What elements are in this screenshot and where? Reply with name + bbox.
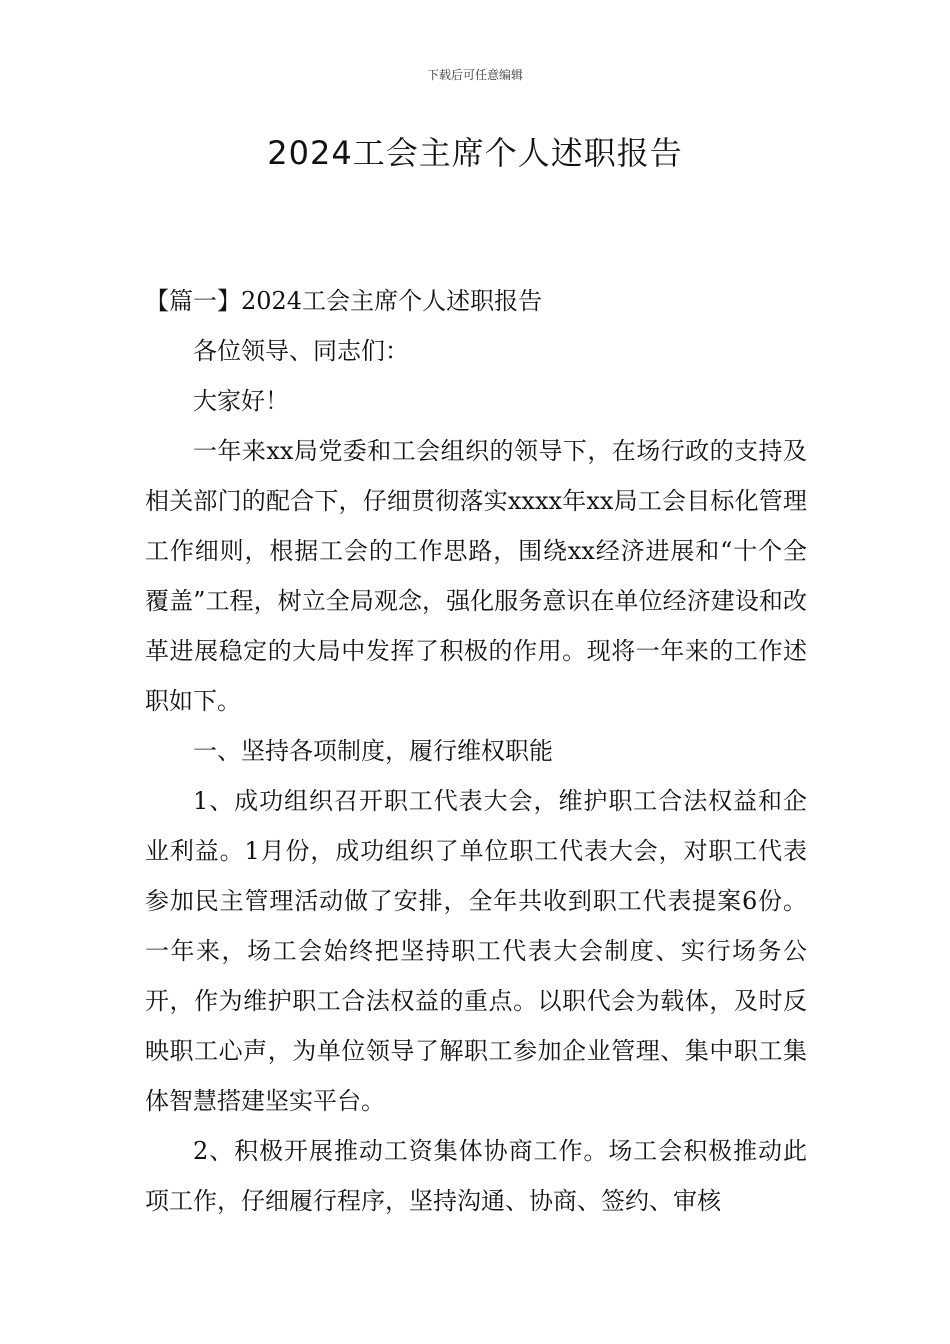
paragraph-item-1: 1、成功组织召开职工代表大会，维护职工合法权益和企业利益。1月份，成功组织了单位职工代表大会，对职工代表参加民主管理活动做了安排，全年共收到职工代表提案6份。一年来，场工会始终把坚持职工代表大会制度、实行场务公开，作为维护职工合法权益的重点。以职代会为载体，及时反映职工心声，为单位领导了解职工参加企业管理、集中职工集体智慧搭建坚实平台。: [145, 787, 807, 1115]
salutation: 各位领导、同志们：: [193, 337, 409, 365]
paragraph-item-2: 2、积极开展推动工资集体协商工作。场工会积极推动此项工作，仔细履行程序，坚持沟通、协商、签约、审核: [145, 1137, 807, 1215]
section-heading: 【篇一】2024工会主席个人述职报告: [145, 287, 543, 315]
greeting: 大家好！: [193, 387, 289, 415]
document-title: 2024工会主席个人述职报告: [267, 134, 683, 172]
header-note: 下载后可任意编辑: [426, 68, 523, 82]
heading-part-one: 一、坚持各项制度，履行维权职能: [193, 737, 553, 765]
paragraph-intro: 一年来xx局党委和工会组织的领导下，在场行政的支持及相关部门的配合下，仔细贯彻落实xxxx年xx局工会目标化管理工作细则，根据工会的工作思路，围绕xx经济进展和“十个全覆盖”工程，树立全局观念，强化服务意识在单位经济建设和改革进展稳定的大局中发挥了积极的作用。现将一年来的工作述职如下。: [145, 437, 807, 715]
document-body: [145, 276, 807, 1226]
